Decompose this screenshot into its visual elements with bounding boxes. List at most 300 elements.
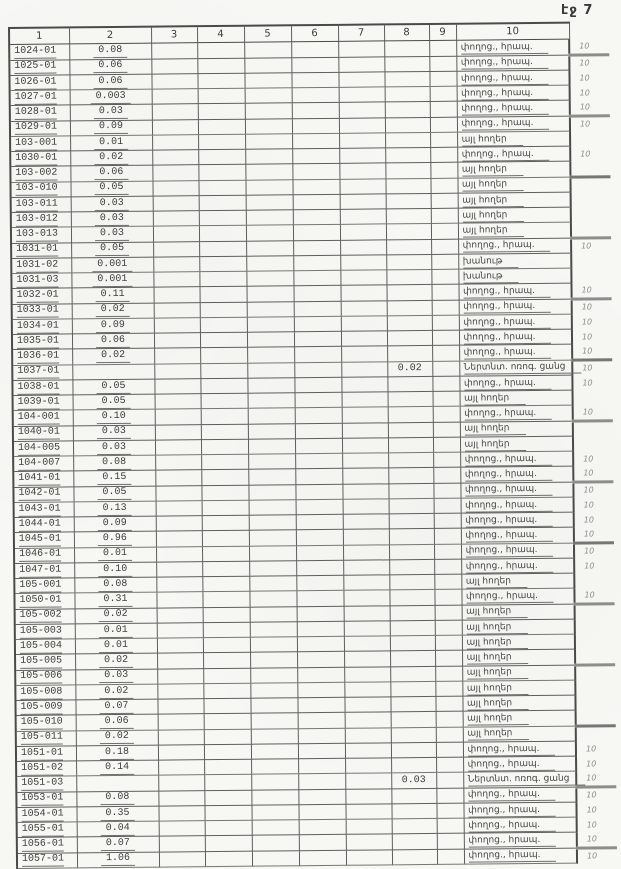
area-value-cell-text: 0.08: [100, 792, 134, 805]
empty-cell-6: [296, 590, 343, 606]
empty-cell-7: [345, 743, 391, 758]
land-use-cell-text: Ներտնտ. ոռոգ. ցանց: [464, 361, 582, 375]
area-value-cell-text: 0.02: [99, 609, 133, 622]
land-use-cell-text: փողոց., հրապ.: [467, 742, 555, 756]
margin-note: 10: [571, 283, 611, 299]
empty-cell-7: [346, 819, 392, 834]
empty-cell-4: [200, 302, 247, 318]
empty-cell-3: [157, 668, 203, 684]
land-use-cell-text: փողոց., հրապ.: [468, 757, 556, 771]
land-use-cell-text: Ներտնտ. ոռոգ. ցանց: [468, 772, 586, 786]
empty-cell-4: [201, 485, 248, 501]
area-value-cell: [75, 669, 157, 685]
area-value-cell-text: 0.06: [93, 75, 127, 88]
empty-cell-5: [247, 332, 294, 347]
empty-cell-3: [154, 333, 200, 348]
margin-note: 10: [579, 87, 590, 98]
area-value-cell-text: 0.05: [97, 487, 131, 500]
area-value-cell: [75, 699, 157, 715]
area-value-cell-text: 0.14: [100, 761, 134, 774]
empty-cell-5: [249, 545, 296, 561]
land-use-cell: [457, 131, 570, 147]
parcel-code-cell-text: 105-006: [20, 670, 63, 683]
empty-cell-3: [151, 58, 197, 74]
empty-cell-7: [342, 438, 388, 453]
land-use-cell: [458, 207, 571, 223]
land-use-cell-text: այլ հողեր: [467, 651, 528, 665]
area-value-cell-text: 0.001: [92, 273, 132, 286]
parcel-code-cell: [10, 120, 70, 136]
land-use-cell-text: փողոց., հրապ.: [461, 102, 549, 116]
empty-cell-4: [199, 195, 246, 210]
empty-cell-6: [298, 728, 345, 744]
parcel-code-cell-text: 1028-01: [14, 106, 57, 118]
empty-cell-6: [294, 301, 341, 317]
empty-cell-7: [340, 194, 386, 209]
empty-cell-6: [297, 651, 344, 667]
land-use-cell: [463, 741, 576, 757]
empty-cell-6: [296, 545, 343, 561]
column8-value-cell: [385, 147, 430, 162]
empty-cell-4: [204, 790, 251, 806]
empty-cell-9: [430, 86, 457, 101]
area-value-cell: [69, 43, 151, 59]
margin-note: 10: [572, 344, 612, 360]
parcel-code-cell: [10, 181, 70, 197]
empty-cell-9: [430, 178, 457, 194]
empty-cell-3: [154, 318, 200, 333]
parcel-code-cell-text: 1027-01: [14, 91, 57, 103]
empty-cell-7: [346, 834, 392, 850]
column-header-5: 5: [244, 25, 291, 42]
land-use-cell: [462, 695, 575, 711]
column8-value-cell: [385, 132, 430, 147]
margin-note: 10: [583, 485, 594, 495]
empty-cell-6: [293, 209, 340, 224]
parcel-code-cell: [15, 700, 75, 716]
margin-note: 10: [581, 241, 592, 251]
empty-cell-9: [434, 559, 461, 574]
empty-cell-5: [249, 515, 296, 530]
column8-value-cell: [385, 178, 430, 194]
margin-note: [573, 390, 613, 405]
empty-cell-7: [344, 697, 390, 712]
empty-cell-3: [153, 241, 199, 257]
empty-cell-6: [298, 789, 345, 805]
area-value-cell-text: 0.02: [94, 151, 128, 164]
parcel-code-cell: [12, 364, 72, 380]
empty-cell-9: [434, 498, 461, 513]
area-value-cell: [69, 59, 151, 75]
area-value-cell: [70, 104, 152, 120]
empty-cell-4: [199, 225, 246, 241]
empty-cell-5: [251, 713, 298, 729]
empty-cell-4: [198, 119, 245, 135]
margin-note: 10: [586, 819, 597, 829]
land-use-cell: [460, 482, 573, 499]
parcel-code-cell-text: 1056-01: [21, 838, 64, 850]
area-value-cell-text: 0.01: [99, 639, 133, 652]
empty-cell-3: [158, 775, 204, 791]
empty-cell-4: [198, 164, 245, 180]
land-use-cell-text: այլ հողեր: [466, 636, 527, 650]
parcel-code-cell-text: 105-002: [19, 609, 62, 622]
column8-value-cell: [391, 727, 436, 743]
parcel-code-cell-text: 1038-01: [17, 381, 60, 393]
area-value-cell: [71, 242, 153, 258]
empty-cell-6: [292, 179, 339, 195]
empty-cell-9: [431, 269, 458, 284]
empty-cell-5: [245, 149, 292, 164]
parcel-code-cell: [14, 547, 74, 563]
column8-value-cell: [384, 71, 429, 86]
column8-value-cell: [389, 498, 434, 513]
empty-cell-5: [246, 195, 293, 210]
column8-value-cell: [388, 406, 433, 422]
land-use-cell-text: այլ հողեր: [462, 163, 523, 177]
empty-cell-3: [153, 272, 199, 287]
empty-cell-3: [155, 440, 201, 455]
land-use-cell: [461, 558, 574, 574]
empty-cell-3: [157, 684, 203, 699]
area-value-cell: [70, 135, 152, 151]
area-value-cell: [72, 318, 154, 334]
land-use-cell: [458, 268, 571, 284]
empty-cell-6: [295, 423, 342, 439]
column8-value-cell: [388, 391, 433, 406]
empty-cell-4: [201, 454, 248, 469]
parcel-code-cell: [12, 303, 72, 319]
empty-cell-7: [339, 133, 385, 148]
margin-note: [575, 649, 615, 665]
empty-cell-5: [247, 362, 294, 378]
margin-note: [575, 680, 615, 695]
empty-cell-5: [246, 286, 293, 302]
empty-cell-3: [156, 592, 202, 608]
empty-cell-6: [291, 72, 338, 87]
empty-cell-9: [436, 727, 463, 743]
area-value-cell: [74, 547, 156, 563]
parcel-code-cell-text: 1025-01: [14, 60, 57, 73]
land-use-cell: [457, 116, 570, 133]
empty-cell-3: [153, 196, 199, 211]
empty-cell-3: [152, 165, 198, 181]
land-use-cell-text: այլ հողեր: [467, 666, 528, 680]
empty-cell-9: [436, 757, 463, 772]
empty-cell-6: [295, 407, 342, 423]
empty-cell-7: [344, 621, 390, 636]
area-value-cell: [70, 165, 152, 181]
empty-cell-5: [247, 317, 294, 332]
column8-value-cell: [385, 117, 430, 133]
margin-note: 10: [585, 743, 597, 753]
column8-value-cell: [386, 269, 431, 284]
empty-cell-9: [435, 635, 462, 650]
empty-cell-5: [247, 301, 294, 317]
empty-cell-5: [248, 454, 295, 469]
empty-cell-6: [297, 682, 344, 697]
empty-cell-5: [245, 179, 292, 195]
empty-cell-3: [157, 607, 203, 623]
column8-value-cell: [386, 254, 431, 269]
area-value-cell-text: 0.01: [94, 136, 128, 149]
parcel-code-cell-text: 1031-02: [16, 259, 59, 271]
land-use-cell: [459, 375, 572, 391]
empty-cell-7: [343, 529, 389, 545]
empty-cell-5: [249, 591, 296, 607]
margin-note: [571, 253, 611, 268]
empty-cell-4: [199, 271, 246, 286]
empty-cell-3: [155, 424, 201, 440]
empty-cell-7: [343, 575, 389, 590]
land-use-cell: [456, 39, 569, 56]
column8-value-cell: [386, 284, 431, 300]
empty-cell-4: [202, 515, 249, 530]
empty-cell-5: [245, 88, 292, 103]
column8-value-cell: [387, 345, 432, 361]
empty-cell-9: [433, 406, 460, 422]
land-use-cell-text: փողոց., հրապ.: [465, 468, 553, 482]
parcel-code-cell: [12, 334, 72, 350]
empty-cell-5: [250, 637, 297, 652]
area-value-cell: [76, 760, 158, 776]
empty-cell-9: [429, 56, 456, 72]
column8-value-cell: [387, 300, 432, 316]
area-value-cell-text: 0.10: [97, 411, 131, 424]
empty-cell-9: [432, 330, 459, 345]
margin-note: 10: [581, 316, 593, 327]
empty-cell-7: [342, 407, 388, 423]
empty-cell-4: [200, 363, 247, 379]
empty-cell-7: [342, 468, 388, 484]
area-value-cell: [73, 455, 155, 471]
empty-cell-9: [433, 422, 460, 438]
column8-value-cell: [384, 40, 429, 56]
area-value-cell: [77, 836, 159, 852]
land-use-cell: [461, 497, 574, 513]
area-value-cell: [74, 531, 156, 547]
parcel-code-cell: [16, 807, 76, 823]
column8-value-cell: [389, 513, 434, 528]
empty-cell-5: [250, 667, 297, 683]
margin-note: 10: [576, 771, 616, 787]
empty-cell-6: [292, 118, 339, 134]
land-use-cell-text: այլ հողեր: [467, 697, 528, 711]
land-use-cell-text: այլ հողեր: [462, 194, 523, 208]
column-header-7: 7: [338, 24, 384, 41]
area-value-cell: [73, 470, 155, 486]
area-value-cell: [73, 425, 155, 441]
empty-cell-6: [295, 438, 342, 453]
column8-value-cell: [385, 86, 430, 101]
area-value-cell: [76, 806, 158, 822]
parcel-code-cell-text: 103-013: [15, 228, 59, 240]
parcel-code-cell-text: 103-002: [15, 167, 58, 179]
area-value-cell: [76, 714, 158, 730]
empty-cell-6: [299, 819, 346, 834]
margin-note: [570, 161, 610, 177]
empty-cell-9: [431, 254, 458, 269]
area-value-cell-text: 0.03: [95, 197, 129, 210]
empty-cell-4: [202, 561, 249, 576]
parcel-code-cell: [11, 197, 71, 213]
parcel-code-cell-text: 1055-01: [21, 823, 64, 835]
parcel-code-cell-text: 105-005: [20, 655, 63, 667]
empty-cell-4: [203, 607, 250, 623]
land-use-cell: [458, 222, 571, 239]
margin-note: 10: [580, 148, 591, 159]
empty-cell-3: [156, 546, 202, 562]
empty-cell-4: [200, 378, 247, 393]
empty-cell-9: [430, 117, 457, 133]
empty-cell-9: [436, 711, 463, 727]
area-value-cell: [76, 791, 158, 807]
column-header-3: 3: [151, 26, 197, 43]
land-use-cell: [461, 527, 574, 544]
area-value-cell: [72, 287, 154, 303]
column-header-6: 6: [291, 25, 338, 42]
parcel-code-cell: [10, 166, 70, 182]
empty-cell-9: [437, 833, 464, 849]
area-value-cell: [75, 684, 157, 700]
empty-cell-6: [296, 560, 343, 575]
parcel-code-cell: [16, 776, 76, 792]
land-use-cell: [462, 619, 575, 635]
parcel-code-cell: [15, 608, 75, 624]
margin-note: 10: [586, 851, 598, 861]
empty-cell-7: [340, 209, 386, 224]
area-value-cell: [70, 89, 152, 105]
area-value-cell: [76, 730, 158, 746]
margin-note: 10: [581, 302, 592, 312]
empty-cell-3: [159, 836, 205, 852]
area-value-cell: [71, 257, 153, 273]
land-use-cell-text: փողոց., հրապ.: [461, 117, 549, 131]
column8-value-cell: [387, 315, 432, 330]
empty-cell-7: [344, 636, 390, 651]
margin-note: [570, 131, 610, 146]
empty-cell-9: [434, 528, 461, 544]
empty-cell-4: [201, 469, 248, 485]
empty-cell-5: [249, 561, 296, 576]
empty-cell-3: [152, 135, 198, 150]
empty-cell-3: [156, 531, 202, 547]
land-use-cell-text: այլ հողեր: [462, 209, 523, 223]
column8-value-cell: [392, 849, 437, 865]
margin-note: [575, 603, 615, 619]
land-use-cell-text: այլ հողեր: [467, 682, 528, 696]
land-use-cell: [461, 573, 574, 589]
land-use-cell-text: փողոց., հրապ.: [466, 590, 554, 604]
empty-cell-3: [157, 653, 203, 669]
empty-cell-9: [431, 223, 458, 239]
parcel-code-cell: [16, 730, 76, 746]
empty-cell-5: [248, 393, 295, 408]
empty-cell-7: [342, 483, 388, 499]
empty-cell-3: [154, 379, 200, 394]
area-value-cell: [70, 150, 152, 166]
land-use-cell-text: խանութ: [463, 255, 519, 269]
empty-cell-4: [198, 103, 245, 119]
land-use-cell-text: խանութ: [463, 270, 519, 284]
column8-value-cell: [389, 544, 434, 560]
empty-cell-6: [292, 163, 339, 179]
area-value-cell: [77, 852, 159, 868]
empty-cell-9: [437, 818, 464, 833]
margin-note: [574, 573, 614, 588]
column8-value-cell: 0.02: [387, 361, 432, 377]
area-value-cell-text: 0.03: [94, 106, 128, 119]
land-use-cell: [458, 238, 571, 255]
land-use-cell: [457, 100, 570, 117]
empty-cell-7: [338, 41, 384, 57]
empty-cell-5: [244, 57, 291, 73]
column8-value-cell: [388, 437, 433, 452]
empty-cell-4: [202, 530, 249, 546]
empty-cell-6: [292, 148, 339, 163]
land-use-cell-text: այլ հողեր: [466, 605, 527, 619]
area-value-cell-text: 0.09: [94, 121, 128, 134]
empty-cell-5: [251, 805, 298, 820]
empty-cell-9: [433, 437, 460, 452]
area-value-cell-text: 0.06: [94, 167, 128, 180]
empty-cell-3: [154, 302, 200, 318]
parcel-code-cell-text: 105-010: [20, 716, 63, 728]
area-value-cell: [75, 653, 157, 669]
parcel-code-cell: [13, 425, 73, 441]
column8-value-cell: [388, 452, 433, 467]
empty-cell-9: [434, 544, 461, 560]
empty-cell-9: [434, 589, 461, 605]
empty-cell-6: [296, 514, 343, 529]
area-value-cell: [72, 364, 154, 380]
parcel-code-cell: [15, 685, 75, 701]
empty-cell-6: [297, 606, 344, 622]
parcel-code-cell: [13, 410, 73, 426]
empty-cell-7: [340, 255, 386, 270]
parcel-code-cell-text: 103-012: [15, 213, 58, 225]
parcel-code-cell: [10, 105, 70, 121]
parcel-code-cell-text: 104-005: [17, 442, 61, 454]
empty-cell-4: [199, 256, 246, 271]
empty-cell-3: [152, 104, 198, 120]
empty-cell-5: [245, 164, 292, 180]
area-value-cell: [70, 181, 152, 197]
empty-cell-5: [248, 408, 295, 424]
land-use-cell-text: փողոց., հրապ.: [463, 330, 551, 344]
empty-cell-4: [203, 652, 250, 668]
parcel-code-cell-text: 105-004: [19, 640, 63, 652]
empty-cell-7: [341, 331, 387, 346]
land-use-cell-text: այլ հողեր: [462, 224, 523, 238]
area-value-cell: [71, 272, 153, 288]
land-use-cell-text: այլ հողեր: [467, 727, 528, 741]
column8-value-cell: [387, 330, 432, 345]
area-value-cell: [73, 486, 155, 502]
empty-cell-9: [437, 849, 464, 865]
empty-cell-3: [157, 623, 203, 638]
land-use-cell: [459, 360, 572, 377]
empty-cell-4: [205, 851, 252, 867]
area-value-cell: [77, 821, 159, 837]
column8-value-cell: [390, 666, 435, 682]
margin-note: [575, 619, 615, 634]
margin-note: 10: [584, 560, 595, 570]
empty-cell-3: [158, 806, 204, 821]
empty-cell-9: [431, 239, 458, 255]
empty-cell-9: [431, 208, 458, 223]
parcel-code-cell: [13, 441, 73, 457]
